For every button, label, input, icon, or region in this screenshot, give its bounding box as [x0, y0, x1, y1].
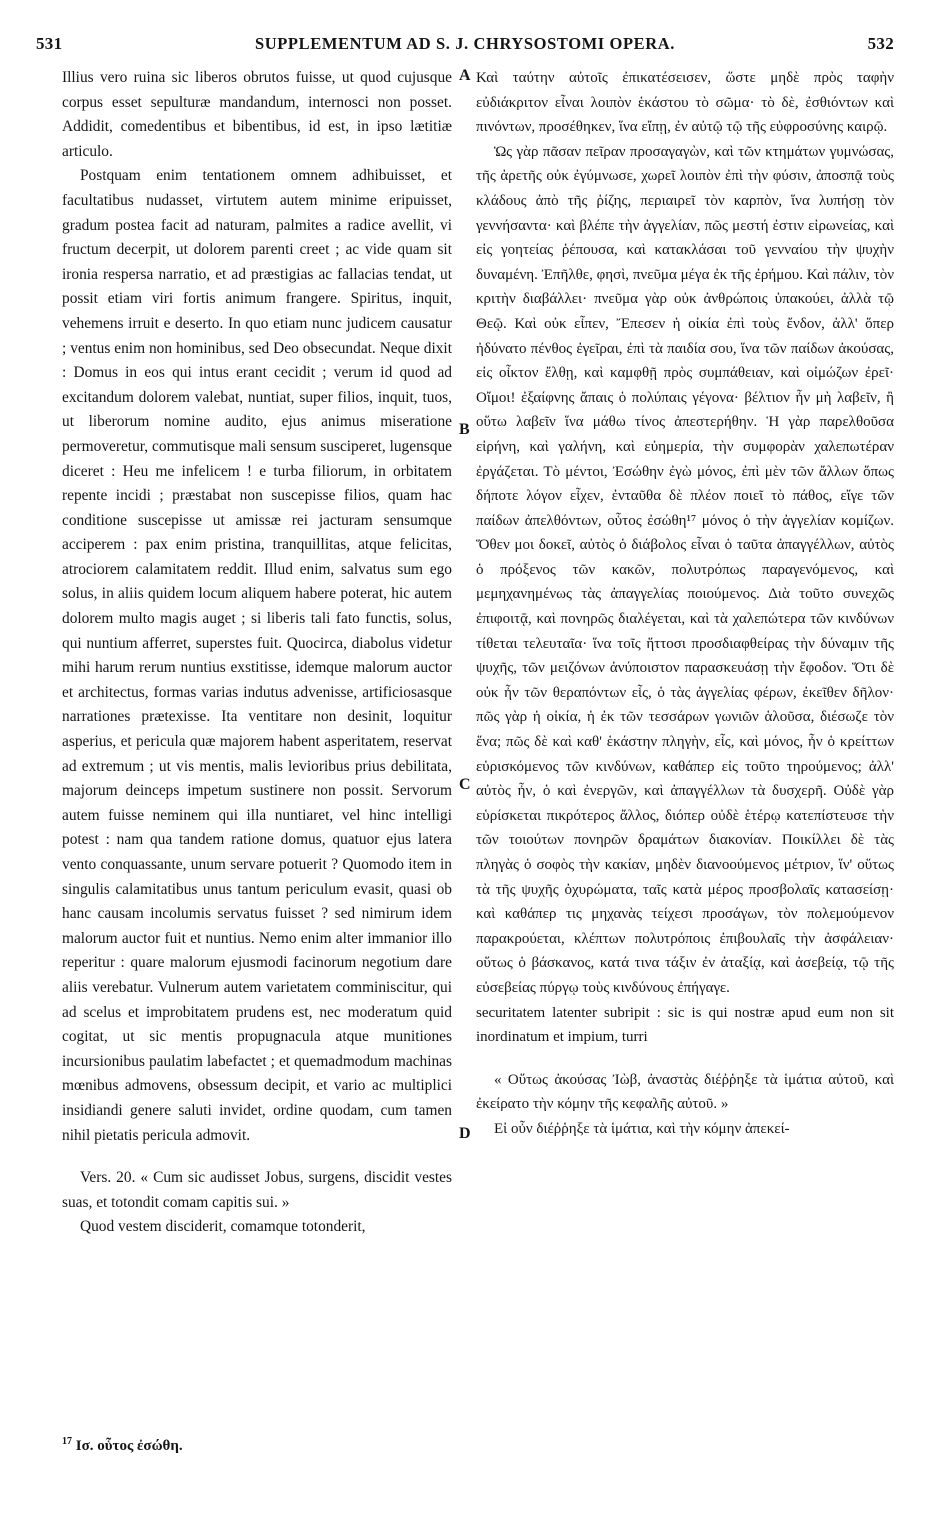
margin-marker-d: D — [459, 1125, 471, 1142]
latin-column — [62, 66, 452, 1240]
footnote — [62, 1436, 183, 1455]
page-number-right: 532 — [867, 34, 894, 53]
verse-heading: Vers. 20. « Cum sic audisset Jobus, surgens, discidit vestes suas, et totondit comam capitis sui. » — [62, 1169, 452, 1211]
footnote-text: Ισ. οὗτος ἐσώθη. — [75, 1438, 183, 1454]
greek-verse: « Οὕτως ἀκούσας Ἰὼβ, ἀναστὰς διέῤῥηξε τὰ ἱμάτια αὐτοῦ, καὶ ἐκείρατο τὴν κόμην τῆς κεφαλῆς αὐτοῦ. » — [476, 1071, 894, 1113]
margin-marker-b: B — [459, 421, 470, 438]
footnote-number: 17 — [62, 1436, 72, 1447]
page-header — [36, 34, 894, 62]
latin-continuation: securitatem latenter subripit : sic is qui nostræ apud eum non sit inordinatum et impium, turri — [476, 1004, 894, 1046]
latin-paragraph: Illius vero ruina sic liberos obrutos fuisse, ut quod cujusque corpus esset sepulturæ mandandum, internosci non posset. Addidit, comedentibus et bibentibus, id est, in ipso lætitiæ articulo. — [62, 69, 452, 160]
greek-paragraph: Εἰ οὖν διέῤῥηξε τὰ ἱμάτια, καὶ τὴν κόμην ἀπεκεί- — [494, 1120, 790, 1137]
margin-marker-a: A — [459, 67, 471, 84]
greek-paragraph: Ὡς γὰρ πᾶσαν πεῖραν προσαγαγὼν, καὶ τῶν κτημάτων γυμνώσας, τῆς ἀρετῆς οὐκ ἐγύμνωσε, χωρεῖ λοιπὸν ἐπὶ τὴν φύσιν, ἀποσπᾷ τοὺς κλάδους ἀπὸ τῆς ῥίζης, περιαιρεῖ τὸν καρπὸν, ἵνα λυπήσῃ τὸν γεννήσαντα· καὶ βλέπε τὴν ἀγγελίαν, πῶς μεστή ἐστιν εἰρωνείας, καὶ εἰς γοητείας ῥέπουσα, καὶ κατακλάσαι τοῦ γενναίου τὴν ψυχὴν δυναμένη. Ἐπῆλθε, φησὶ, πνεῦμα μέγα ἐκ τῆς ἐρήμου. Καὶ πάλιν, τὸν κριτὴν διαβάλλει· πνεῦμα γὰρ οὐκ ἀνθρώποις ὑπακούει, ἀλλὰ τῷ Θεῷ. Καὶ οὐκ εἶπεν, Ἔπεσεν ἡ οἰκία ἐπὶ τοὺς ἔνδον, ἀλλ' ὅπερ ἠδύνατο πένθος ἐγεῖραι, ἐπὶ τὰ παιδία σου, ἵνα τῶν παίδων ἀκούσας, εἰς οἶκτον ἔλθῃ, καὶ καμφθῇ πρὸς συμπάθειαν, καὶ οἰμώζων ἐρεῖ· Οἴμοι! ἐξαίφνης ἄπαις ὁ πολύπαις γέγονα· βέλτιον ἦν μὴ λαβεῖν, ἢ οὕτω λαβεῖν ἵνα μάθω τίνος ἀπεστερήθην. Ἡ γὰρ παρελθοῦσα εἰρήνη, καὶ γαλήνη, καὶ εὐημερία, τὴν συμφορὰν χαλεπωτέραν ἐργάζεται. Τὸ μέντοι, Ἐσώθην ἐγὼ μόνος, ἐπὶ μὲν τῶν ἄλλων ὅπως δήποτε λόγον εἶχεν, ἐνταῦθα δὲ πλέον ποιεῖ τὸ πάθος, εἴγε τῶν παίδων ἀπελθόντων, οὗτος ἐσώθη¹⁷ μόνος ὁ τὴν ἀγγελίαν κομίζων. Ὅθεν μοι δοκεῖ, αὐτὸς ὁ διάβολος εἶναι ὁ ταῦτα ἀπαγγέλλων, αὐτὸς ὁ πρόξενος τῶν κακῶν, πολυτρόπως παραγενόμενος, καὶ μεμηχανημένως τὰς ἀπαγγελίας ποιούμενος. Διὰ τοῦτο συνεχῶς ἐπιφοιτᾷ, καὶ πονηρῶς διαλέγεται, καὶ τὰ χαλεπώτερα τῶν κινδύνων τίθεται τελευταῖα· ἵνα τοῖς ἥττοσι προσδιαφθείρας τὴν δύναμιν τῆς ψυχῆς, τῶν μειζόνων ἀνύποιστον παρασκευάσῃ τὴν ἔφοδον. Ὅτι δὲ οὐκ ἦν τῶν θεραπόντων εἷς, ὁ τὰς ἀγγελίας φέρων, ἐκεῖθεν δῆλον· πῶς γὰρ ἡ οἰκία, ἡ ἐκ τῶν τεσσάρων γωνιῶν ἁλοῦσα, διέσωζε τὸν ἕνα; πῶς δὲ καὶ καθ' ἑκάστην πληγὴν, εἷς, καὶ μόνος, ἦν ὁ κρείττων εὑρισκόμενος τῶν κινδύνων, καθάπερ εἰς τοῦτο τηρούμενος; ἀλλ' αὐτὸς ἦν, ὁ καὶ ἐνεργῶν, καὶ ἀπαγγέλλων τὰ δυσχερῆ. Οὐδὲ γὰρ εὑρίσκεται πικρότερος ἄλλος, διόπερ οὐδὲ ἑτέρῳ κατεπίστευσε τὴν τῶν τοιούτων πονηρῶν δραμάτων διακονίαν. Ποικίλλει δὲ τὰς πληγὰς ὁ σοφὸς τὴν κακίαν, μηδὲν διανοούμενος μέτριον, ἵν' οὕτως τὰ τῆς ψυχῆς ὀχυρώματα, ταῖς κατὰ μέρος προσβολαῖς κατασείσῃ· καὶ καθάπερ τις μηχανὰς τείχεσι προσάγων, τὸν πολεμούμενον παρακρούεται, κλέπτων πολυτρόποις ἐπιβουλαῖς τὴν ἀσφάλειαν· οὕτως ὁ βάσκανος, κατά τινα τάξιν ἐν ἀταξίᾳ, καὶ ἀσεβείᾳ, τῷ τῆς εὐσεβείας πύργῳ τοὺς κινδύνους ἐπήγαγε. — [476, 143, 894, 996]
greek-column — [476, 66, 894, 1142]
running-title: SUPPLEMENTUM AD S. J. CHRYSOSTOMI OPERA. — [254, 34, 676, 53]
latin-paragraph: Postquam enim tentationem omnem adhibuisset, et facultatibus nudasset, virtutem autem minime eripuisset, gradum postea facit ad naturam, palmites a radice avellit, vi fructum decerpit, ut dolorem parenti creet ; ac vide quam sit ironia respersa narratio, et ad præstigias ac fallacias tendat, ut possit etiam viri fortis animum frangere. Spiritus, inquit, vehemens irruit e deserto. In quo etiam nunc judicem causatur ; ventus enim non hominibus, sed Deo obsecundat. Neque dixit : Domus in eos qui intus erant cecidit ; verum id quod ad excitandum dolorem valebat, nuntiat, super filios, inquit, tuos, ut liberorum nomine audito, ejus animus miseratione permoveretur, commutisque mali sensum susciperet, lugensque diceret : Heu me infelicem ! e turba filiorum, in orbitatem repente incidi ; præstabat non suscepisse filios, quam hac conditione suscepisse ut amissæ rei jacturam sensumque acciperem : pax enim pristina, tranquillitas, atque felicitas, atrociorem calamitatem reddit. Illud enim, salvatus sum ego solus, in aliis quidem locum aliquem habere poterat, hic autem dolorem multo magis auget ; si liberis tali fato functis, solus, qui nuntium afferret, superstes fuit. Quocirca, diabolus videtur mihi harum rerum nuntius exstitisse, idemque malorum auctor et architectus, formas varias indutus advenisse, artificiosasque narrationes prætexisse. Ita ventitare non desinit, loquitur asperius, et pericula quæ majorem habent asperitatem, reservat ad extremum ; ut vis mentis, malis levioribus prius debilitata, majorum deinceps impetum sustinere non possit. Servorum autem fuisse neminem qui illa nuntiaret, vel hinc intelligi potest : nam qua tandem ratione domus, quatuor ejus latera vento conquassante, unum servare potuerit ? Quomodo item in singulis calamitatibus unus tantum periculum evasit, quasi ob hanc causam incolumis servatus fuisset ? sed nimirum idem malorum auctor fuit et nuntius. Nemo enim alter immanior illo reperitur : quare malorum ejusmodi facinorum negotium dare aliis verebatur. Vulnerum autem varietatem comminiscitur, qui ad scelus et improbitatem prudens est, nec moderatum quid cogitat, ut sic mentis propugnacula atque munitiones incursionibus paulatim labefactet ; et quemadmodum machinas mœnibus admovens, obsessum decipit, et vario ac multiplici insidiandi genere saluti invidet, ordine quodam, cum tamen nihil pietatis pericula admovit. — [62, 167, 452, 1144]
page-number-left: 531 — [36, 34, 63, 53]
greek-paragraph: Καὶ ταύτην αὐτοῖς ἐπικατέσεισεν, ὥστε μηδὲ πρὸς ταφὴν εὐδιάκριτον εἶναι λοιπὸν ἑκάστου τὸ σῶμα· τὸ δὲ, ἐσθιόντων καὶ πινόντων, προσέθηκεν, ἵνα εἴπῃ, ἐν αὐτῷ τῷ τῆς εὐφροσύνης καιρῷ. — [476, 70, 894, 136]
latin-paragraph: Quod vestem disciderit, comamque totonderit, — [80, 1218, 366, 1236]
margin-marker-c: C — [459, 776, 471, 793]
